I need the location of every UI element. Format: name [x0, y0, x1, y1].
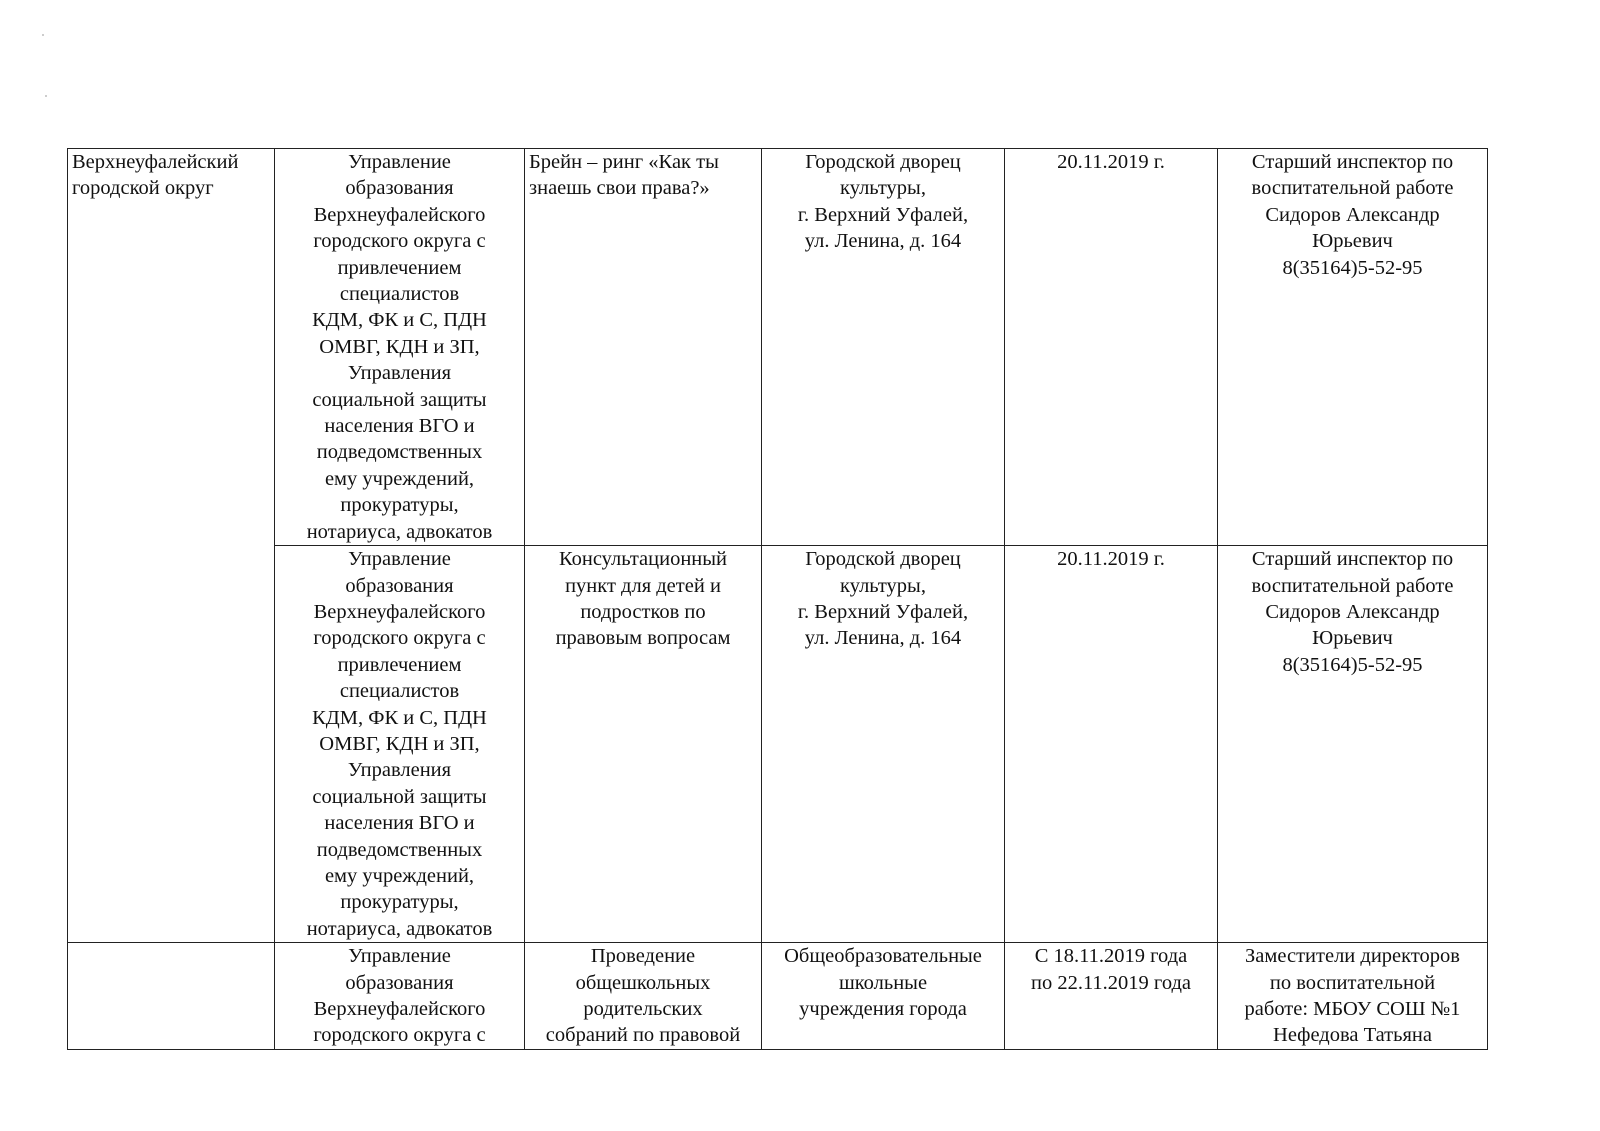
organizer-cell: Управление образования Верхнеуфалейского городского округа с привлечением специалистов КДМ, ФК и С, ПДН ОМВГ, КДН и ЗП, Управления социальной защиты населения ВГО и подведомственных ему учреждений, прокуратуры, нотариуса, адвокатов [275, 149, 525, 546]
date-cell: С 18.11.2019 года по 22.11.2019 года [1005, 943, 1218, 1050]
table-row [68, 149, 1488, 546]
organizer-cell: Управление образования Верхнеуфалейского городского округа с привлечением специалистов КДМ, ФК и С, ПДН ОМВГ, КДН и ЗП, Управления социальной защиты населения ВГО и подведомственных ему учреждений, прокуратуры, нотариуса, адвокатов [275, 546, 525, 943]
responsible-cell: Заместители директоров по воспитательной работе: МБОУ СОШ №1 Нефедова Татьяна [1218, 943, 1488, 1050]
event-cell: Проведение общешкольных родительских собраний по правовой [525, 943, 762, 1050]
district-cell [68, 943, 275, 1050]
table-row [68, 546, 1488, 943]
district-cell: Верхнеуфалейский городской округ [68, 149, 275, 943]
events-table [67, 148, 1488, 1050]
scan-speck [42, 34, 44, 36]
responsible-cell: Старший инспектор по воспитательной работе Сидоров Александр Юрьевич 8(35164)5-52-95 [1218, 149, 1488, 546]
date-cell: 20.11.2019 г. [1005, 149, 1218, 546]
place-cell: Городской дворец культуры, г. Верхний Уфалей, ул. Ленина, д. 164 [762, 546, 1005, 943]
place-cell: Общеобразовательные школьные учреждения города [762, 943, 1005, 1050]
responsible-cell: Старший инспектор по воспитательной работе Сидоров Александр Юрьевич 8(35164)5-52-95 [1218, 546, 1488, 943]
place-cell: Городской дворец культуры, г. Верхний Уфалей, ул. Ленина, д. 164 [762, 149, 1005, 546]
event-cell: Брейн – ринг «Как ты знаешь свои права?» [525, 149, 762, 546]
table-row [68, 943, 1488, 1050]
scan-speck [45, 95, 47, 97]
date-cell: 20.11.2019 г. [1005, 546, 1218, 943]
organizer-cell: Управление образования Верхнеуфалейского городского округа с [275, 943, 525, 1050]
event-cell: Консультационный пункт для детей и подростков по правовым вопросам [525, 546, 762, 943]
